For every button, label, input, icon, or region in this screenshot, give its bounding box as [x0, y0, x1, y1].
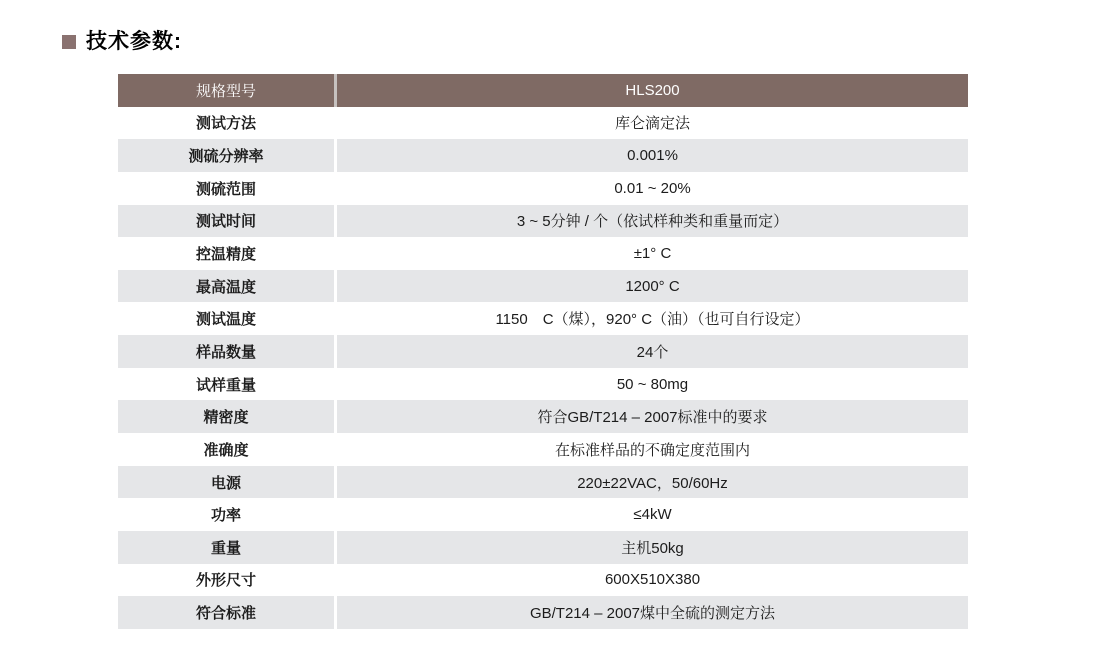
param-name-cell: 功率	[210, 507, 241, 525]
param-value-cell: 0.01 ~ 20%	[614, 179, 691, 197]
spec-table	[118, 74, 968, 629]
param-value-cell: 600X510X380	[604, 571, 701, 589]
spec-row	[118, 433, 968, 466]
spec-row	[118, 564, 968, 597]
param-value-cell: 50 ~ 80mg	[616, 375, 689, 393]
spec-row	[118, 596, 968, 629]
param-name-cell: 控温精度	[195, 246, 256, 264]
table-body	[118, 107, 968, 629]
square-bullet-icon	[62, 35, 76, 49]
spec-row	[118, 172, 968, 205]
param-name-cell: 重量	[118, 531, 334, 564]
param-name-cell: 测硫范围	[195, 180, 256, 198]
param-name-cell: 外形尺寸	[195, 572, 256, 590]
param-name-cell: 符合标准	[118, 596, 334, 629]
section-title	[62, 31, 182, 52]
param-value-cell: ±1° C	[633, 245, 672, 263]
param-value-cell: 1200° C	[337, 270, 968, 303]
param-value-cell: ≤4kW	[633, 506, 672, 524]
param-name-cell: 测试时间	[118, 205, 334, 238]
param-value-cell: 库仑滴定法	[614, 115, 690, 133]
header-param-cell: 规格型号	[118, 74, 334, 107]
table-header-row	[118, 74, 968, 107]
param-value-cell: 0.001%	[337, 139, 968, 172]
section-title-label: 技术参数:	[86, 30, 182, 53]
spec-row	[118, 107, 968, 140]
param-name-cell: 准确度	[203, 441, 249, 459]
spec-row	[118, 139, 968, 172]
spec-row	[118, 531, 968, 564]
param-value-cell: 1150 C（煤），920° C（油）（也可自行设定）	[495, 311, 810, 329]
param-name-cell: 测硫分辨率	[118, 139, 334, 172]
param-value-cell: 220±22VAC，50/60Hz	[337, 466, 968, 499]
param-value-cell: 在标准样品的不确定度范围内	[554, 441, 750, 459]
param-name-cell: 样品数量	[118, 335, 334, 368]
param-value-cell: 24个	[337, 335, 968, 368]
param-name-cell: 测试温度	[195, 311, 256, 329]
param-value-cell: 主机50kg	[337, 531, 968, 564]
param-value-cell: 符合GB/T214 – 2007标准中的要求	[337, 400, 968, 433]
param-name-cell: 精密度	[118, 400, 334, 433]
spec-row	[118, 466, 968, 499]
spec-row	[118, 368, 968, 401]
spec-row	[118, 302, 968, 335]
header-model-cell: HLS200	[337, 74, 968, 107]
param-name-cell: 测试方法	[195, 115, 256, 133]
spec-row	[118, 270, 968, 303]
param-name-cell: 电源	[118, 466, 334, 499]
spec-row	[118, 335, 968, 368]
param-name-cell: 最高温度	[118, 270, 334, 303]
spec-row	[118, 498, 968, 531]
spec-row	[118, 400, 968, 433]
param-value-cell: GB/T214 – 2007煤中全硫的测定方法	[337, 596, 968, 629]
param-name-cell: 试样重量	[195, 376, 256, 394]
param-value-cell: 3 ~ 5分钟 / 个（依试样种类和重量而定）	[337, 205, 968, 238]
spec-row	[118, 205, 968, 238]
spec-row	[118, 237, 968, 270]
